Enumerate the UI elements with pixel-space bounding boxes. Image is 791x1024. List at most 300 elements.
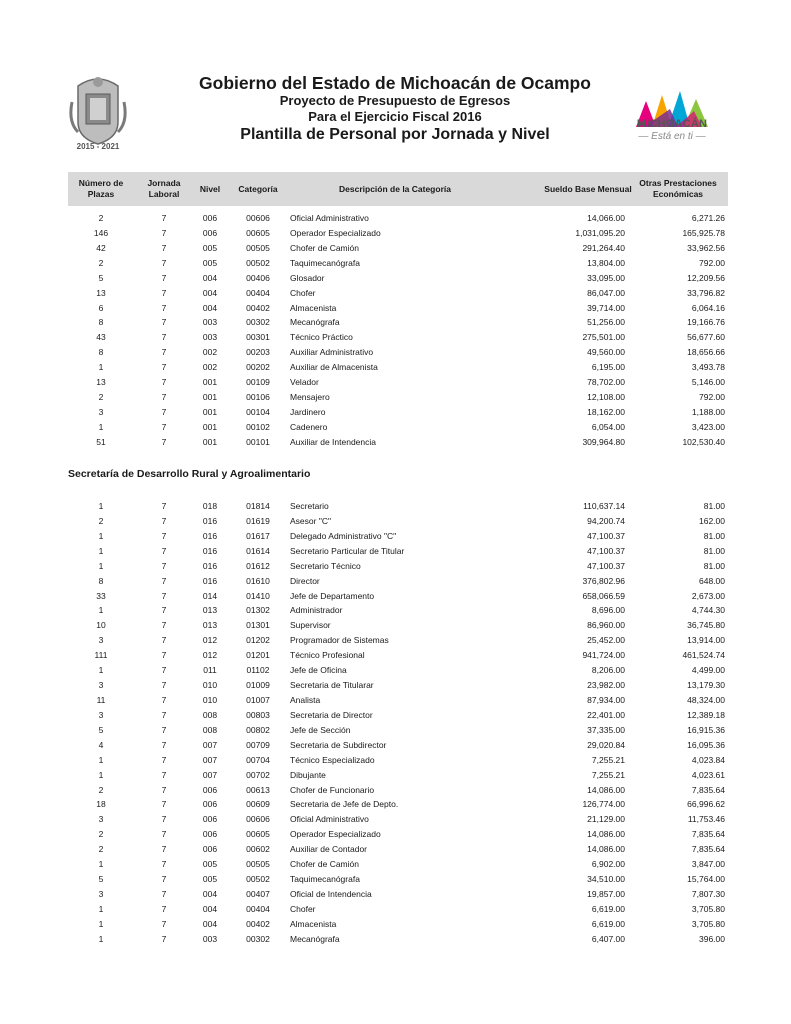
cell-sueldo: 33,095.00: [587, 272, 625, 283]
cell-sueldo: 6,407.00: [591, 933, 625, 944]
col-header-jornada: Jornada Laboral: [147, 178, 181, 199]
cell-categoria: 01612: [246, 560, 270, 571]
cell-descripcion: Operador Especializado: [290, 227, 381, 238]
table-row: [68, 842, 728, 857]
cell-otras: 12,389.18: [687, 709, 725, 720]
cell-descripcion: Dibujante: [290, 769, 326, 780]
cell-categoria: 00302: [246, 933, 270, 944]
table-row: [68, 529, 728, 544]
cell-descripcion: Cadenero: [290, 421, 328, 432]
cell-nivel: 008: [202, 709, 218, 720]
table-row: [68, 783, 728, 798]
cell-otras: 2,673.00: [691, 590, 725, 601]
cell-plazas: 1: [98, 530, 104, 541]
cell-categoria: 00803: [246, 709, 270, 720]
cell-sueldo: 14,086.00: [587, 784, 625, 795]
cell-jornada: 7: [161, 287, 167, 298]
cell-nivel: 004: [202, 903, 218, 914]
cell-descripcion: Glosador: [290, 272, 325, 283]
cell-jornada: 7: [161, 620, 167, 631]
table-row: [68, 330, 728, 345]
cell-categoria: 00402: [246, 918, 270, 929]
cell-jornada: 7: [161, 515, 167, 526]
cell-descripcion: Asesor "C": [290, 515, 331, 526]
table-row: [68, 738, 728, 753]
cell-jornada: 7: [161, 814, 167, 825]
cell-otras: 4,023.61: [691, 769, 725, 780]
cell-plazas: 3: [98, 406, 104, 417]
table-row: [68, 932, 728, 947]
cell-plazas: 1: [98, 362, 104, 373]
cell-nivel: 001: [202, 421, 218, 432]
cell-categoria: 00704: [246, 754, 270, 765]
table-row: [68, 857, 728, 872]
cell-plazas: 2: [98, 844, 104, 855]
cell-sueldo: 6,619.00: [591, 903, 625, 914]
cell-plazas: 2: [98, 392, 104, 403]
cell-descripcion: Secretaria de Titularar: [290, 680, 374, 691]
cell-jornada: 7: [161, 590, 167, 601]
cell-categoria: 00106: [246, 392, 270, 403]
cell-plazas: 1: [98, 859, 104, 870]
cell-nivel: 006: [202, 227, 218, 238]
cell-descripcion: Oficial Administrativo: [290, 814, 369, 825]
cell-otras: 165,925.78: [682, 227, 725, 238]
cell-nivel: 003: [202, 317, 218, 328]
cell-jornada: 7: [161, 665, 167, 676]
cell-otras: 648.00: [699, 575, 725, 586]
cell-jornada: 7: [161, 888, 167, 899]
cell-jornada: 7: [161, 242, 167, 253]
table-section-1: [68, 211, 728, 450]
cell-otras: 3,423.00: [691, 421, 725, 432]
cell-otras: 19,166.76: [687, 317, 725, 328]
cell-nivel: 016: [202, 530, 218, 541]
cell-descripcion: Jardinero: [290, 406, 326, 417]
cell-sueldo: 87,934.00: [587, 694, 625, 705]
cell-plazas: 33: [96, 590, 106, 601]
cell-categoria: 00102: [246, 421, 270, 432]
cell-plazas: 6: [98, 302, 104, 313]
cell-nivel: 006: [202, 814, 218, 825]
cell-jornada: 7: [161, 680, 167, 691]
cell-otras: 6,271.26: [691, 213, 725, 223]
cell-descripcion: Jefe de Sección: [290, 724, 351, 735]
table-row: [68, 375, 728, 390]
cell-plazas: 1: [98, 605, 104, 616]
table-row: [68, 226, 728, 241]
cell-sueldo: 14,066.00: [587, 213, 625, 223]
cell-otras: 162.00: [699, 515, 725, 526]
cell-nivel: 014: [202, 590, 218, 601]
cell-otras: 33,796.82: [687, 287, 725, 298]
cell-descripcion: Secretario Técnico: [290, 560, 361, 571]
cell-otras: 396.00: [699, 933, 725, 944]
cell-jornada: 7: [161, 362, 167, 373]
cell-sueldo: 47,100.37: [587, 545, 625, 556]
cell-jornada: 7: [161, 724, 167, 735]
cell-otras: 7,835.64: [691, 829, 725, 840]
cell-descripcion: Almacenista: [290, 918, 337, 929]
table-row: [68, 435, 728, 450]
cell-nivel: 004: [202, 888, 218, 899]
cell-jornada: 7: [161, 257, 167, 268]
cell-sueldo: 47,100.37: [587, 530, 625, 541]
cell-jornada: 7: [161, 332, 167, 343]
cell-plazas: 1: [98, 903, 104, 914]
cell-nivel: 006: [202, 784, 218, 795]
cell-plazas: 2: [98, 784, 104, 795]
cell-plazas: 2: [98, 213, 104, 223]
cell-sueldo: 126,774.00: [582, 799, 625, 810]
cell-sueldo: 941,724.00: [582, 650, 625, 661]
cell-plazas: 11: [96, 694, 106, 705]
cell-jornada: 7: [161, 784, 167, 795]
page-subtitle-1: Proyecto de Presupuesto de Egresos: [279, 93, 511, 108]
table-row: [68, 301, 728, 316]
cell-nivel: 006: [202, 829, 218, 840]
cell-plazas: 1: [98, 545, 104, 556]
cell-categoria: 00302: [246, 317, 270, 328]
cell-otras: 792.00: [699, 257, 725, 268]
cell-categoria: 00802: [246, 724, 270, 735]
cell-nivel: 003: [202, 332, 218, 343]
cell-descripcion: Técnico Práctico: [290, 332, 353, 343]
cell-nivel: 005: [202, 257, 218, 268]
cell-descripcion: Chofer de Funcionario: [290, 784, 375, 795]
cell-plazas: 10: [96, 620, 106, 631]
cell-jornada: 7: [161, 859, 167, 870]
cell-plazas: 8: [98, 347, 104, 358]
cell-descripcion: Secretario: [290, 501, 329, 511]
cell-descripcion: Mecanógrafa: [290, 317, 340, 328]
cell-nivel: 012: [202, 635, 218, 646]
cell-sueldo: 51,256.00: [587, 317, 625, 328]
table-row: [68, 390, 728, 405]
table-row: [68, 678, 728, 693]
table-row: [68, 618, 728, 633]
cell-nivel: 004: [202, 302, 218, 313]
cell-nivel: 002: [202, 362, 218, 373]
cell-otras: 81.00: [703, 530, 725, 541]
cell-descripcion: Jefe de Oficina: [290, 665, 347, 676]
cell-plazas: 5: [98, 874, 104, 885]
cell-plazas: 2: [98, 257, 104, 268]
cell-plazas: 13: [96, 377, 106, 388]
page-subtitle-3: Plantilla de Personal por Jornada y Nivel: [240, 126, 550, 143]
cell-jornada: 7: [161, 560, 167, 571]
cell-otras: 12,209.56: [687, 272, 725, 283]
cell-sueldo: 49,560.00: [587, 347, 625, 358]
cell-nivel: 007: [202, 739, 218, 750]
cell-jornada: 7: [161, 903, 167, 914]
cell-plazas: 4: [98, 739, 104, 750]
cell-plazas: 111: [94, 650, 108, 661]
table-row: [68, 241, 728, 256]
cell-nivel: 011: [203, 665, 217, 676]
table-section-2: [68, 499, 728, 947]
table-row: [68, 420, 728, 435]
cell-nivel: 016: [202, 545, 218, 556]
cell-otras: 48,324.00: [687, 694, 725, 705]
cell-categoria: 00505: [246, 242, 270, 253]
cell-jornada: 7: [161, 933, 167, 944]
cell-sueldo: 6,902.00: [591, 859, 625, 870]
table-row: [68, 663, 728, 678]
table-row: [68, 256, 728, 271]
cell-jornada: 7: [161, 739, 167, 750]
cell-nivel: 016: [202, 575, 218, 586]
table-row: [68, 872, 728, 887]
cell-sueldo: 7,255.21: [591, 769, 625, 780]
cell-categoria: 00502: [246, 257, 270, 268]
cell-nivel: 016: [202, 515, 218, 526]
cell-plazas: 3: [98, 888, 104, 899]
cell-jornada: 7: [161, 272, 167, 283]
cell-otras: 7,835.64: [691, 844, 725, 855]
cell-sueldo: 23,982.00: [587, 680, 625, 691]
cell-descripcion: Supervisor: [290, 620, 331, 631]
cell-nivel: 013: [202, 605, 218, 616]
cell-categoria: 01302: [246, 605, 270, 616]
cell-categoria: 00613: [246, 784, 270, 795]
cell-categoria: 01301: [246, 620, 270, 631]
cell-plazas: 3: [98, 709, 104, 720]
cell-jornada: 7: [161, 545, 167, 556]
table-row: [68, 559, 728, 574]
cell-descripcion: Secretaria de Director: [290, 709, 373, 720]
cell-descripcion: Técnico Profesional: [290, 650, 365, 661]
table-row: [68, 693, 728, 708]
cell-otras: 81.00: [703, 560, 725, 571]
cell-jornada: 7: [161, 874, 167, 885]
cell-plazas: 2: [98, 515, 104, 526]
cell-sueldo: 376,802.96: [582, 575, 625, 586]
cell-categoria: 00602: [246, 844, 270, 855]
cell-categoria: 00404: [246, 287, 270, 298]
cell-nivel: 006: [202, 213, 218, 223]
cell-categoria: 00404: [246, 903, 270, 914]
cell-categoria: 00407: [246, 888, 270, 899]
cell-descripcion: Oficial de Intendencia: [290, 888, 372, 899]
cell-plazas: 5: [98, 724, 104, 735]
cell-jornada: 7: [161, 213, 167, 223]
cell-descripcion: Programador de Sistemas: [290, 635, 389, 646]
cell-categoria: 01201: [246, 650, 270, 661]
cell-otras: 16,915.36: [687, 724, 725, 735]
table-row: [68, 315, 728, 330]
cell-sueldo: 110,637.14: [583, 501, 625, 511]
cell-plazas: 51: [96, 436, 106, 447]
cell-jornada: 7: [161, 709, 167, 720]
table-row: [68, 499, 728, 514]
col-header-sueldo: Sueldo Base Mensual: [544, 183, 632, 194]
title-block: [150, 73, 640, 144]
cell-sueldo: 19,857.00: [587, 888, 625, 899]
cell-sueldo: 1,031,095.20: [575, 227, 625, 238]
cell-plazas: 18: [96, 799, 106, 810]
page-header: [0, 0, 791, 170]
cell-nivel: 005: [202, 874, 218, 885]
col-header-categoria: Categoría: [238, 183, 278, 194]
cell-nivel: 005: [202, 242, 218, 253]
cell-sueldo: 25,452.00: [587, 635, 625, 646]
cell-categoria: 01610: [246, 575, 270, 586]
cell-plazas: 1: [98, 665, 104, 676]
cell-jornada: 7: [161, 769, 167, 780]
cell-otras: 18,656.66: [687, 347, 725, 358]
table-row: [68, 345, 728, 360]
col-header-nivel: Nivel: [199, 183, 221, 194]
cell-nivel: 007: [202, 754, 218, 765]
cell-jornada: 7: [161, 436, 167, 447]
cell-jornada: 7: [161, 575, 167, 586]
cell-categoria: 01617: [246, 530, 270, 541]
cell-otras: 7,807.30: [691, 888, 725, 899]
cell-plazas: 1: [98, 933, 104, 944]
cell-jornada: 7: [161, 844, 167, 855]
cell-categoria: 00702: [246, 769, 270, 780]
cell-nivel: 006: [202, 799, 218, 810]
table-row: [68, 768, 728, 783]
cell-sueldo: 14,086.00: [587, 829, 625, 840]
cell-jornada: 7: [161, 754, 167, 765]
cell-descripcion: Auxiliar de Almacenista: [290, 362, 378, 373]
table-row: [68, 603, 728, 618]
cell-categoria: 00709: [246, 739, 270, 750]
table-row: [68, 708, 728, 723]
cell-descripcion: Oficial Administrativo: [290, 213, 369, 223]
cell-nivel: 001: [202, 377, 218, 388]
cell-categoria: 01007: [246, 694, 270, 705]
cell-plazas: 1: [98, 769, 104, 780]
cell-categoria: 00101: [246, 436, 270, 447]
cell-descripcion: Operador Especializado: [290, 829, 381, 840]
cell-plazas: 3: [98, 635, 104, 646]
cell-otras: 6,064.16: [691, 302, 725, 313]
cell-categoria: 00104: [246, 406, 270, 417]
cell-jornada: 7: [161, 302, 167, 313]
table-row: [68, 514, 728, 529]
table-row: [68, 544, 728, 559]
cell-jornada: 7: [161, 829, 167, 840]
cell-nivel: 004: [202, 272, 218, 283]
cell-jornada: 7: [161, 406, 167, 417]
cell-sueldo: 86,047.00: [587, 287, 625, 298]
cell-otras: 102,530.40: [682, 436, 725, 447]
table-row: [68, 286, 728, 301]
cell-jornada: 7: [161, 377, 167, 388]
cell-plazas: 8: [98, 317, 104, 328]
cell-descripcion: Administrador: [290, 605, 343, 616]
cell-nivel: 006: [202, 844, 218, 855]
cell-categoria: 00406: [246, 272, 270, 283]
cell-nivel: 010: [202, 694, 218, 705]
cell-jornada: 7: [161, 635, 167, 646]
cell-descripcion: Secretaria de Subdirector: [290, 739, 387, 750]
cell-sueldo: 275,501.00: [582, 332, 625, 343]
cell-plazas: 1: [98, 560, 104, 571]
cell-sueldo: 86,960.00: [587, 620, 625, 631]
cell-sueldo: 39,714.00: [587, 302, 625, 313]
cell-sueldo: 34,510.00: [587, 874, 625, 885]
cell-sueldo: 291,264.40: [582, 242, 625, 253]
cell-descripcion: Mecanógrafa: [290, 933, 340, 944]
cell-sueldo: 6,054.00: [591, 421, 625, 432]
cell-jornada: 7: [161, 799, 167, 810]
cell-descripcion: Director: [290, 575, 320, 586]
cell-categoria: 01202: [246, 635, 270, 646]
logo-wordmark: MICHOACÁN: [636, 118, 708, 130]
cell-otras: 15,764.00: [687, 874, 725, 885]
cell-categoria: 01009: [246, 680, 270, 691]
cell-otras: 4,744.30: [691, 605, 725, 616]
cell-otras: 5,146.00: [691, 377, 725, 388]
cell-categoria: 00505: [246, 859, 270, 870]
cell-jornada: 7: [161, 392, 167, 403]
cell-otras: 3,847.00: [691, 859, 725, 870]
table-row: [68, 917, 728, 932]
cell-sueldo: 8,206.00: [591, 665, 625, 676]
cell-descripcion: Analista: [290, 694, 321, 705]
seal-years: 2015 - 2021: [76, 142, 120, 151]
table-row: [68, 902, 728, 917]
cell-sueldo: 18,162.00: [587, 406, 625, 417]
cell-sueldo: 7,255.21: [591, 754, 625, 765]
cell-descripcion: Mensajero: [290, 392, 330, 403]
cell-sueldo: 94,200.74: [587, 515, 625, 526]
cell-sueldo: 309,964.80: [582, 436, 625, 447]
cell-otras: 461,524.74: [682, 650, 725, 661]
cell-descripcion: Delegado Administrativo "C": [290, 530, 397, 541]
cell-plazas: 13: [96, 287, 106, 298]
cell-otras: 792.00: [699, 392, 725, 403]
cell-categoria: 00402: [246, 302, 270, 313]
cell-descripcion: Chofer de Camión: [290, 242, 359, 253]
cell-categoria: 00606: [246, 814, 270, 825]
table-row: [68, 797, 728, 812]
table-row: [68, 589, 728, 604]
cell-nivel: 012: [202, 650, 218, 661]
cell-otras: 4,023.84: [691, 754, 725, 765]
cell-otras: 3,705.80: [691, 903, 725, 914]
section-title: Secretaría de Desarrollo Rural y Agroalimentario: [68, 468, 311, 480]
cell-jornada: 7: [161, 227, 167, 238]
cell-nivel: 018: [202, 501, 218, 511]
cell-otras: 3,493.78: [691, 362, 725, 373]
col-header-otras: Otras Prestaciones Económicas: [639, 178, 717, 199]
cell-categoria: 01619: [246, 515, 270, 526]
table-row: [68, 887, 728, 902]
cell-otras: 11,753.46: [687, 814, 725, 825]
cell-categoria: 00301: [246, 332, 270, 343]
cell-categoria: 01410: [246, 590, 270, 601]
cell-plazas: 3: [98, 814, 104, 825]
cell-plazas: 146: [93, 227, 109, 238]
cell-descripcion: Chofer: [290, 287, 316, 298]
cell-otras: 81.00: [703, 501, 725, 511]
cell-categoria: 00606: [246, 213, 270, 223]
cell-plazas: 43: [96, 332, 106, 343]
table-row: [68, 271, 728, 286]
col-header-descripcion: Descripción de la Categoría: [339, 183, 451, 194]
cell-nivel: 013: [202, 620, 218, 631]
cell-categoria: 01102: [246, 665, 270, 676]
cell-otras: 66,996.62: [687, 799, 725, 810]
cell-descripcion: Almacenista: [290, 302, 337, 313]
cell-jornada: 7: [161, 347, 167, 358]
cell-jornada: 7: [161, 694, 167, 705]
